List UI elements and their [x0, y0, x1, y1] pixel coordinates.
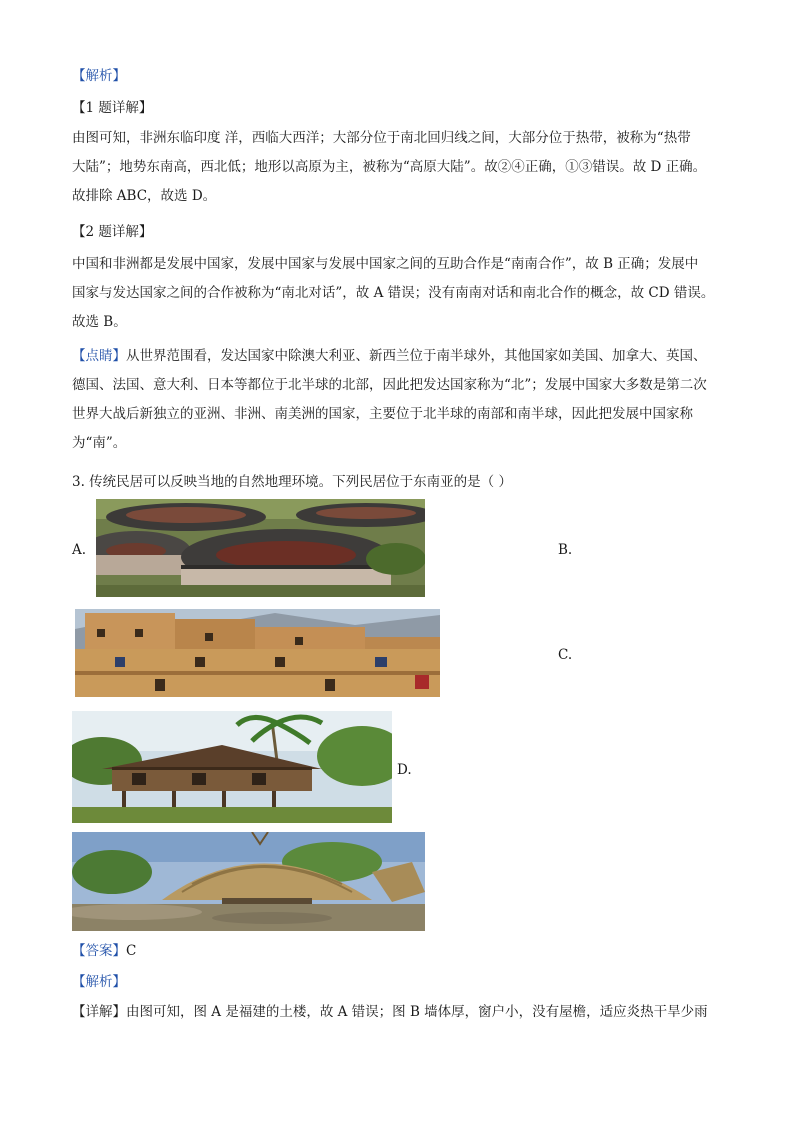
answer-value: C	[126, 943, 137, 959]
q1-body	[72, 124, 722, 211]
option-b-image	[75, 609, 440, 697]
analysis-tag-2: 【解析】	[72, 974, 126, 990]
option-d-label: D.	[397, 762, 412, 778]
tip-line	[72, 342, 722, 371]
detail-text: 由图可知，图 A 是福建的土楼，故 A 错误；图 B 墙体厚，窗户小，没有屋檐，适应炎热干旱少雨	[126, 1004, 708, 1020]
tip-tag: 【点睛】	[72, 348, 126, 364]
answer-tag: 【答案】	[72, 943, 126, 959]
option-a-label: A.	[72, 542, 87, 558]
answer-line	[72, 941, 136, 961]
tip-line: 为“南”。	[72, 435, 127, 451]
q2-line: 国家与发达国家之间的合作被称为“南北对话”，故 A 错误；没有南南对话和南北合作的概念，故 CD 错误。	[72, 285, 715, 301]
tip-line-text: 从世界范围看，发达国家中除澳大利亚、新西兰位于南半球外，其他国家如美国、加拿大、英国、	[126, 348, 707, 364]
q3-question: 3. 传统民居可以反映当地的自然地理环境。下列民居位于东南亚的是（ ）	[72, 474, 512, 490]
analysis-tag: 【解析】	[72, 68, 126, 84]
option-c-image	[72, 711, 392, 823]
q2-line: 中国和非洲都是发展中国家，发展中国家与发展中国家之间的互助合作是“南南合作”，故 B 正确；发展中	[72, 256, 699, 272]
tip-line: 世界大战后新独立的亚洲、非洲、南美洲的国家，主要位于北半球的南部和南半球，因此把发展中国家称	[72, 406, 693, 422]
q1-heading: 【1 题详解】	[72, 100, 153, 116]
tip-line: 德国、法国、意大利、日本等都位于北半球的北部，因此把发达国家称为“北”；发展中国家大多数是第二次	[72, 377, 707, 393]
q2-heading: 【2 题详解】	[72, 224, 153, 240]
tip-body	[72, 342, 722, 458]
q2-body	[72, 250, 722, 337]
option-d-image	[72, 832, 425, 931]
q1-line: 故排除 ABC，故选 D。	[72, 188, 217, 204]
option-b-label: B.	[558, 542, 573, 558]
option-a-image	[96, 499, 425, 597]
option-c-label: C.	[558, 647, 573, 663]
detail-tag: 【详解】	[72, 1004, 126, 1020]
q2-line: 故选 B。	[72, 314, 127, 330]
q1-line: 大陆”；地势东南高，西北低；地形以高原为主，被称为“高原大陆”。故②④正确，①③错误。故 D 正确。	[72, 159, 707, 175]
q1-line: 由图可知，非洲东临印度 洋，西临大西洋；大部分位于南北回归线之间，大部分位于热带，被称为“热带	[72, 130, 691, 146]
detail-line	[72, 1002, 708, 1022]
